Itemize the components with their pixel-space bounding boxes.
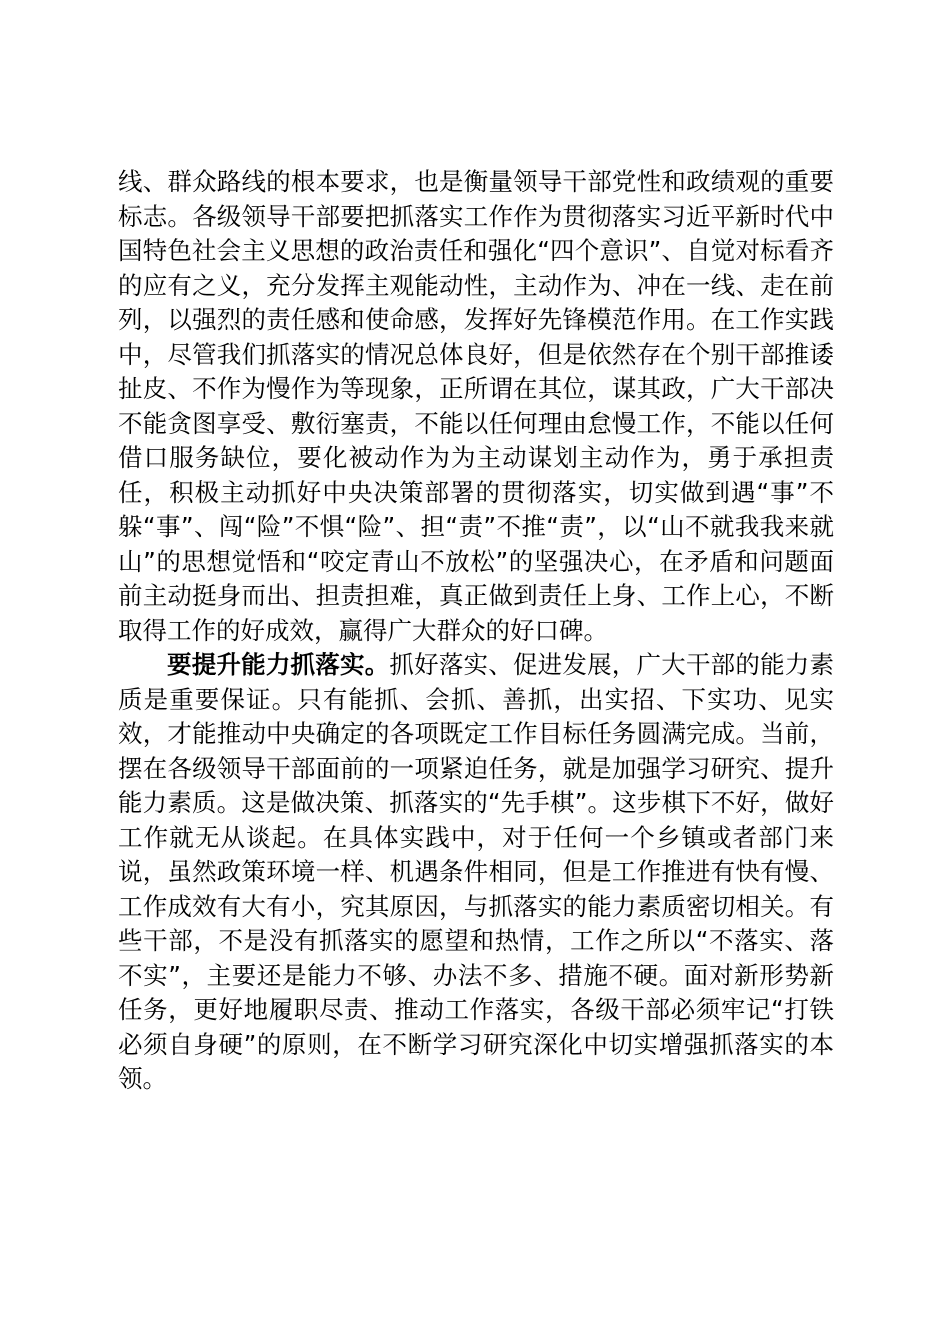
paragraph-capability xyxy=(118,648,834,1097)
paragraph-text: 线、群众路线的根本要求，也是衡量领导干部党性和政绩观的重要标志。各级领导干部要把抓落实工作作为贯彻落实习近平新时代中国特色社会主义思想的政治责任和强化“四个意识”、自觉对标看齐的应有之义，充分发挥主观能动性，主动作为、冲在一线、走在前列，以强烈的责任感和使命感，发挥好先锋模范作用。在工作实践中，尽管我们抓落实的情况总体良好，但是依然存在个别干部推诿扯皮、不作为慢作为等现象，正所谓在其位，谋其政，广大干部决不能贪图享受、敷衍塞责，不能以任何理由怠慢工作，不能以任何借口服务缺位，要化被动作为为主动谋划主动作为，勇于承担责任，积极主动抓好中央决策部署的贯彻落实，切实做到遇“事”不躲“事”、闯“险”不惧“险”、担“责”不推“责”，以“山不就我我来就山”的思想觉悟和“咬定青山不放松”的坚强决心，在矛盾和问题面前主动挺身而出、担责担难，真正做到责任上身、工作上心，不断取得工作的好成效，赢得广大群众的好口碑。 xyxy=(118,167,834,645)
paragraph-text: 抓好落实、促进发展，广大干部的能力素质是重要保证。只有能抓、会抓、善抓，出实招、下实功、见实效，才能推动中央确定的各项既定工作目标任务圆满完成。当前，摆在各级领导干部面前的一项紧迫任务，就是加强学习研究、提升能力素质。这是做决策、抓落实的“先手棋”。这步棋下不好，做好工作就无从谈起。在具体实践中，对于任何一个乡镇或者部门来说，虽然政策环境一样、机遇条件相同，但是工作推进有快有慢、工作成效有大有小，究其原因，与抓落实的能力素质密切相关。有些干部，不是没有抓落实的愿望和热情，工作之所以“不落实、落不实”，主要还是能力不够、办法不多、措施不硬。面对新形势新任务，更好地履职尽责、推动工作落实，各级干部必须牢记“打铁必须自身硬”的原则，在不断学习研究深化中切实增强抓落实的本领。 xyxy=(118,650,835,1093)
document-body xyxy=(118,165,834,1097)
paragraph-lead-heading: 要提升能力抓落实。 xyxy=(167,650,390,679)
paragraph-continuation xyxy=(118,165,834,648)
